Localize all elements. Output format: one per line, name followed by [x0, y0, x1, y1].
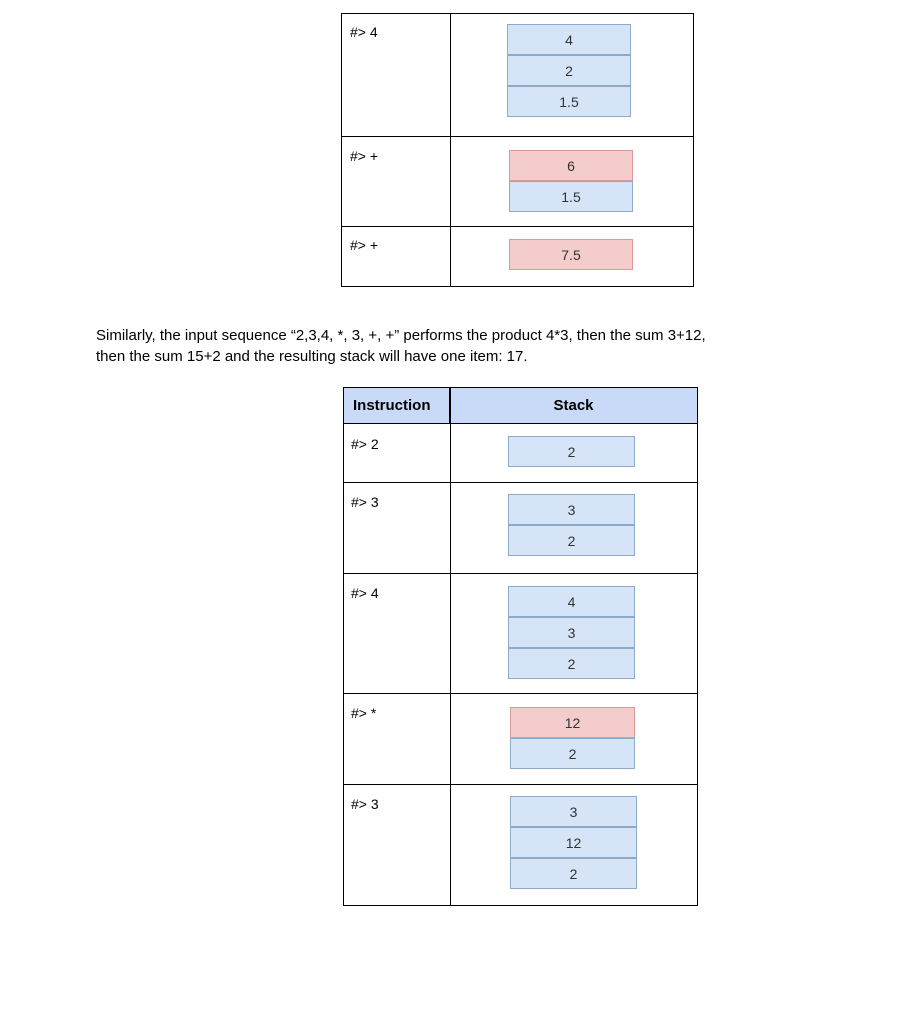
instruction-text: #> 3: [351, 494, 379, 510]
stack-item: 12: [510, 827, 637, 858]
stack-item: 4: [507, 24, 631, 55]
stack-item-result: 7.5: [509, 239, 633, 270]
stack-item: 3: [508, 494, 635, 525]
stack-item: 1.5: [507, 86, 631, 117]
table-row: [344, 482, 697, 573]
header-instruction: Instruction: [344, 388, 450, 424]
instruction-text: #> 4: [351, 585, 379, 601]
paragraph-line: then the sum 15+2 and the resulting stack will have one item: 17.: [96, 348, 528, 365]
table-row: [344, 424, 697, 482]
instruction-text: #> 4: [350, 24, 378, 40]
header-stack: Stack: [450, 388, 697, 424]
table-row: [342, 14, 693, 136]
instruction-text: #> *: [351, 705, 377, 721]
instruction-text: #> 3: [351, 796, 379, 812]
table-row: [342, 226, 693, 286]
stack-item: 3: [510, 796, 637, 827]
stack-item: 2: [508, 436, 635, 467]
paragraph-line: Similarly, the input sequence “2,3,4, *, 3, +, +” performs the product 4*3, then the sum 3+12,: [96, 327, 706, 344]
stack-item: 2: [508, 525, 635, 556]
table-row: [342, 136, 693, 226]
stack-item: 2: [508, 648, 635, 679]
stack-trace-table-2: [343, 387, 698, 906]
stack-item: 2: [510, 858, 637, 889]
stack-item: 1.5: [509, 181, 633, 212]
table-row: [344, 573, 697, 693]
stack-item: 3: [508, 617, 635, 648]
instruction-text: #> +: [350, 237, 379, 253]
stack-trace-table-1: [341, 13, 694, 287]
stack-item: 4: [508, 586, 635, 617]
instruction-text: #> +: [350, 148, 379, 164]
stack-item: 2: [507, 55, 631, 86]
table-row: [344, 784, 697, 905]
explanation-paragraph: [96, 325, 816, 367]
instruction-text: #> 2: [351, 436, 379, 452]
table-row: [344, 693, 697, 784]
stack-item: 2: [510, 738, 635, 769]
stack-item-result: 6: [509, 150, 633, 181]
stack-item-result: 12: [510, 707, 635, 738]
